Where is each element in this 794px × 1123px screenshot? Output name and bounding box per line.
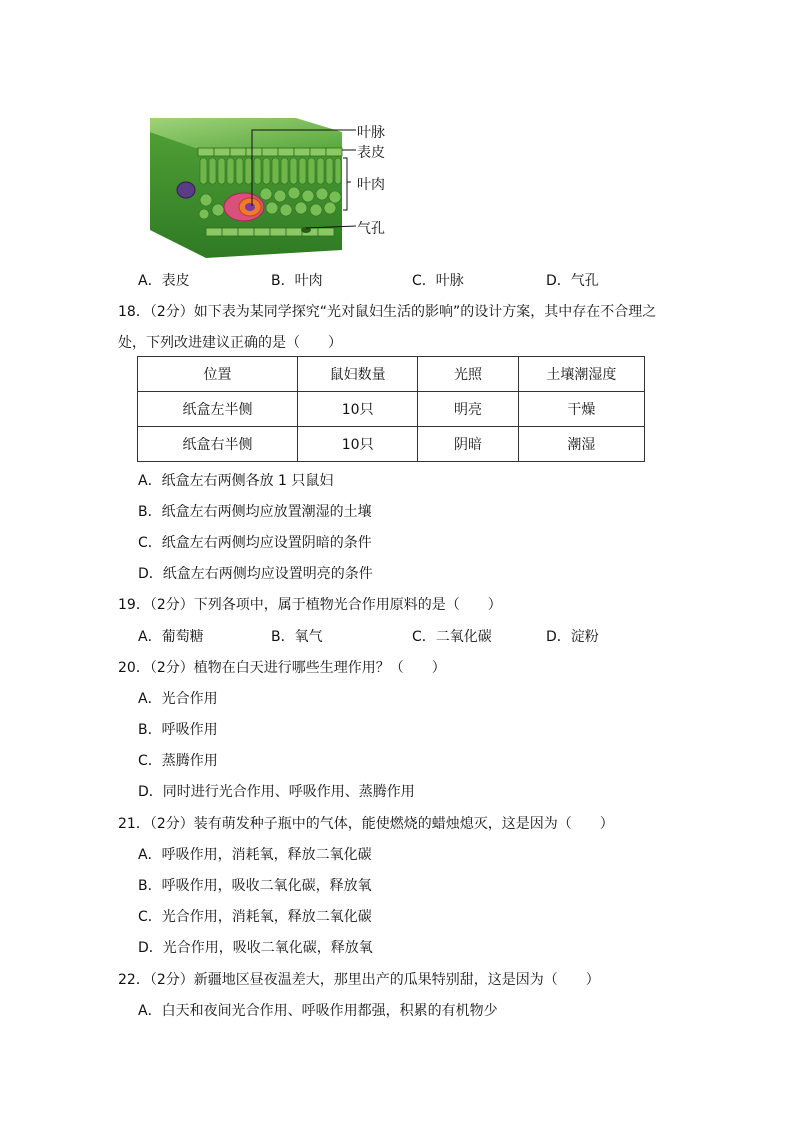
q18-option-b: B．纸盒左右两侧均应放置潮湿的土壤 [138,504,372,520]
q17-option-c: C．叶脉 [412,273,464,289]
q19-option-d: D．淀粉 [546,629,599,645]
q19-option-b: B．氧气 [271,629,323,645]
q18-table [137,356,645,462]
q20-stem: 20．（2分）植物在白天进行哪些生理作用？（ ） [118,660,446,676]
table-cell: 10只 [298,392,418,427]
q19-option-a: A．葡萄糖 [138,629,204,645]
table-cell: 明亮 [418,392,518,427]
q19-option-c: C．二氧化碳 [412,629,492,645]
figure-label-stoma: 气孔 [357,221,385,237]
figure-label-vein: 叶脉 [357,125,385,141]
table-header-cell: 位置 [138,357,298,392]
table-header-cell: 鼠妇数量 [298,357,418,392]
q20-option-d: D．同时进行光合作用、呼吸作用、蒸腾作用 [138,784,415,800]
q17-option-d: D．气孔 [546,273,599,289]
q20-option-c: C．蒸腾作用 [138,753,218,769]
q18-option-d: D．纸盒左右两侧均应设置明亮的条件 [138,566,373,582]
table-cell: 10只 [298,427,418,462]
q20-option-a: A．光合作用 [138,691,218,707]
q17-option-a: A．表皮 [138,273,190,289]
q19-stem: 19．（2分）下列各项中，属于植物光合作用原料的是（ ） [118,597,502,613]
q22-option-a: A．白天和夜间光合作用、呼吸作用都强，积累的有机物少 [138,1003,498,1019]
q21-stem: 21．（2分）装有萌发种子瓶中的气体，能使燃烧的蜡烛熄灭，这是因为（ ） [118,816,614,832]
table-header-cell: 光照 [418,357,518,392]
q18-option-a: A．纸盒左右两侧各放 1 只鼠妇 [138,473,334,489]
figure-label-mesophyll: 叶肉 [357,177,385,193]
q21-option-c: C．光合作用，消耗氧，释放二氧化碳 [138,909,372,925]
table-cell: 阴暗 [418,427,518,462]
q18-option-c: C．纸盒左右两侧均应设置阴暗的条件 [138,535,372,551]
table-header-row [138,357,645,392]
q21-option-a: A．呼吸作用，消耗氧，释放二氧化碳 [138,847,372,863]
q20-option-b: B．呼吸作用 [138,722,218,738]
table-header-cell: 土壤潮湿度 [518,357,644,392]
q22-stem: 22．（2分）新疆地区昼夜温差大，那里出产的瓜果特别甜，这是因为（ ） [118,972,600,988]
table-cell: 潮湿 [518,427,644,462]
q17-option-b: B．叶肉 [271,273,323,289]
q18-stem-line2: 处，下列改进建议正确的是（ ） [118,335,342,351]
table-row [138,427,645,462]
figure-label-epidermis: 表皮 [357,145,385,161]
table-row [138,392,645,427]
q21-option-b: B．呼吸作用，吸收二氧化碳，释放氧 [138,878,372,894]
table-cell: 干燥 [518,392,644,427]
table-cell: 纸盒左半侧 [138,392,298,427]
q18-stem-line1: 18．（2分）如下表为某同学探究“光对鼠妇生活的影响”的设计方案，其中存在不合理之 [118,304,657,320]
table-cell: 纸盒右半侧 [138,427,298,462]
q21-option-d: D．光合作用，吸收二氧化碳，释放氧 [138,940,373,956]
